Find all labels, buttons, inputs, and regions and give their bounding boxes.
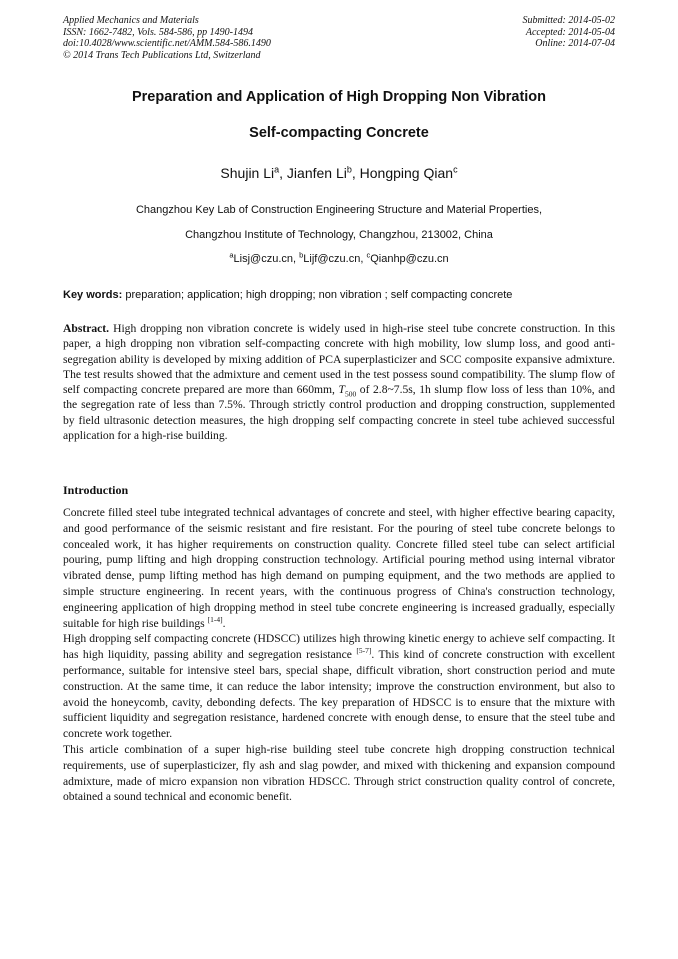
- author-name: Jianfen Li: [286, 165, 347, 181]
- email-separator: ,: [293, 253, 300, 265]
- intro-p2-rest: . This kind of concrete construction with excellent performance, suitable for intensive steel bars, special shape, difficult vibration, short construction period and mute construction. At the same time, it can reduce the labor intensity; improve the construction environment, but also to avoid the honeycomb, cavity, debonding defects. The key preparation of HDSCC is to ensure that the mixture with sufficient liquidity and segregation resistance, hardened concrete with enough dense, to ensure that the steel tube and concrete work together.: [63, 648, 616, 741]
- t500-symbol-subscript: 500: [344, 389, 357, 399]
- keywords: [63, 289, 623, 301]
- author-name: Hongping Qian: [359, 165, 454, 181]
- keywords-text: preparation; application; high dropping; non vibration ; self compacting concrete: [122, 289, 513, 301]
- accepted-date: Accepted: 2014-05-04: [525, 26, 615, 38]
- t500-symbol-letter: T: [338, 383, 345, 397]
- publication-dates-block: [523, 15, 616, 50]
- email-address[interactable]: Lijf@czu.cn: [303, 253, 361, 265]
- journal-copyright: © 2014 Trans Tech Publications Ltd, Switzerland: [63, 49, 261, 61]
- email-mark: b: [299, 250, 304, 260]
- intro-p2-text: High dropping self compacting concrete (HDSCC) utilizes high throwing kinetic energy to achieve self compacting. It has high liquidity, passing ability and segregation resistance: [63, 632, 615, 662]
- submitted-date: Submitted: 2014-05-02: [522, 15, 615, 26]
- abstract-text-part-1: High dropping non vibration concrete is widely used in high-rise steel tube concrete construction. In this paper, a high dropping non vibration self-compacting concrete with high mobility, low slump loss, and good anti-segregation ability is developed by mixing addition of PCA superplasticizer and SCC composite expansive admixture. The test results showed that the admixture and cement used in the test possess sound compatibility. The slump flow of self compacting concrete prepared are more than 660mm,: [63, 322, 615, 397]
- author-list: [40, 165, 638, 181]
- affiliation-line-1: Changzhou Key Lab of Construction Engineering Structure and Material Properties,: [135, 204, 542, 216]
- email-address[interactable]: Lisj@czu.cn: [233, 253, 293, 265]
- affiliation-line-2: Changzhou Institute of Technology, Changzhou, 213002, China: [185, 229, 493, 241]
- introduction-body: [63, 505, 615, 805]
- intro-paragraph-3: This article combination of a super high-rise building steel tube concrete high dropping construction technical requirements, use of superplasticizer, fly ash and slag powder, and mixed with thickening and expansion compound admixture, made of micro expansion non vibration HDSCC. Through strict construction quality control of concrete, obtained a sound technical and economic benefit.: [63, 742, 615, 804]
- abstract-text-part-2: of 2.8~7.5s, 1h slump flow loss of less than 10%, and the segregation rate of less than 7.5%. Through strictly control production and dropping construction, supplemented by field ultrasonic detection measures, the high dropping self compacting concrete in steel tube achieved successful application for a high-rise building.: [63, 383, 615, 443]
- email-separator: ,: [360, 253, 367, 265]
- intro-paragraph-1: [63, 505, 615, 631]
- paper-title-line-1: Preparation and Application of High Dropping Non Vibration: [131, 89, 547, 105]
- keywords-label: Key words:: [63, 289, 123, 301]
- journal-doi: doi:10.4028/www.scientific.net/AMM.584-586.1490: [63, 38, 271, 49]
- intro-p1-text: Concrete filled steel tube integrated technical advantages of concrete and steel, with higher effective bearing capacity, and good performance of the seismic resistant and fire resistant. For the pouring of steel tube concrete belongs to concealed work, it has higher requirements on construction quality. Concrete filled steel tube can select artificial pouring, pump lifting and high dropping construction technology. Artificial pouring method using internal vibrator vibrated dense, pump lifting method has high demand on pumping equipment, and the two methods are applied to simple structure engineering. In recent years, with the continuous progress of China's construction technology, engineering application of high dropping method in steel tube concrete engineering is increased gradually, especially suitable for high rise buildings: [63, 506, 615, 630]
- author-separator: ,: [351, 165, 360, 181]
- author-affiliation-mark: b: [346, 164, 352, 175]
- author-name: Shujin Li: [220, 165, 275, 181]
- author-separator: ,: [279, 165, 287, 181]
- introduction-heading: Introduction: [63, 483, 129, 497]
- t500-symbol: [338, 383, 357, 399]
- online-date: Online: 2014-07-04: [535, 38, 615, 49]
- abstract: [63, 321, 615, 443]
- intro-p1-end: .: [222, 616, 226, 630]
- paper-title-line-2: Self-compacting Concrete: [249, 125, 429, 141]
- email-mark: a: [229, 250, 234, 260]
- author-affiliation-mark: a: [274, 164, 280, 175]
- author-emails: [40, 250, 638, 265]
- email-address[interactable]: Qianhp@czu.cn: [370, 253, 449, 265]
- journal-info-block: [63, 15, 271, 61]
- journal-name: Applied Mechanics and Materials: [63, 15, 199, 26]
- email-mark: c: [366, 250, 371, 260]
- citation-ref: [5-7]: [356, 646, 372, 656]
- journal-issn: ISSN: 1662-7482, Vols. 584-586, pp 1490-1494: [63, 26, 253, 38]
- intro-paragraph-2: [63, 631, 615, 742]
- author-affiliation-mark: c: [453, 164, 458, 175]
- abstract-label: Abstract.: [63, 322, 110, 335]
- citation-ref: [1-4]: [207, 614, 223, 624]
